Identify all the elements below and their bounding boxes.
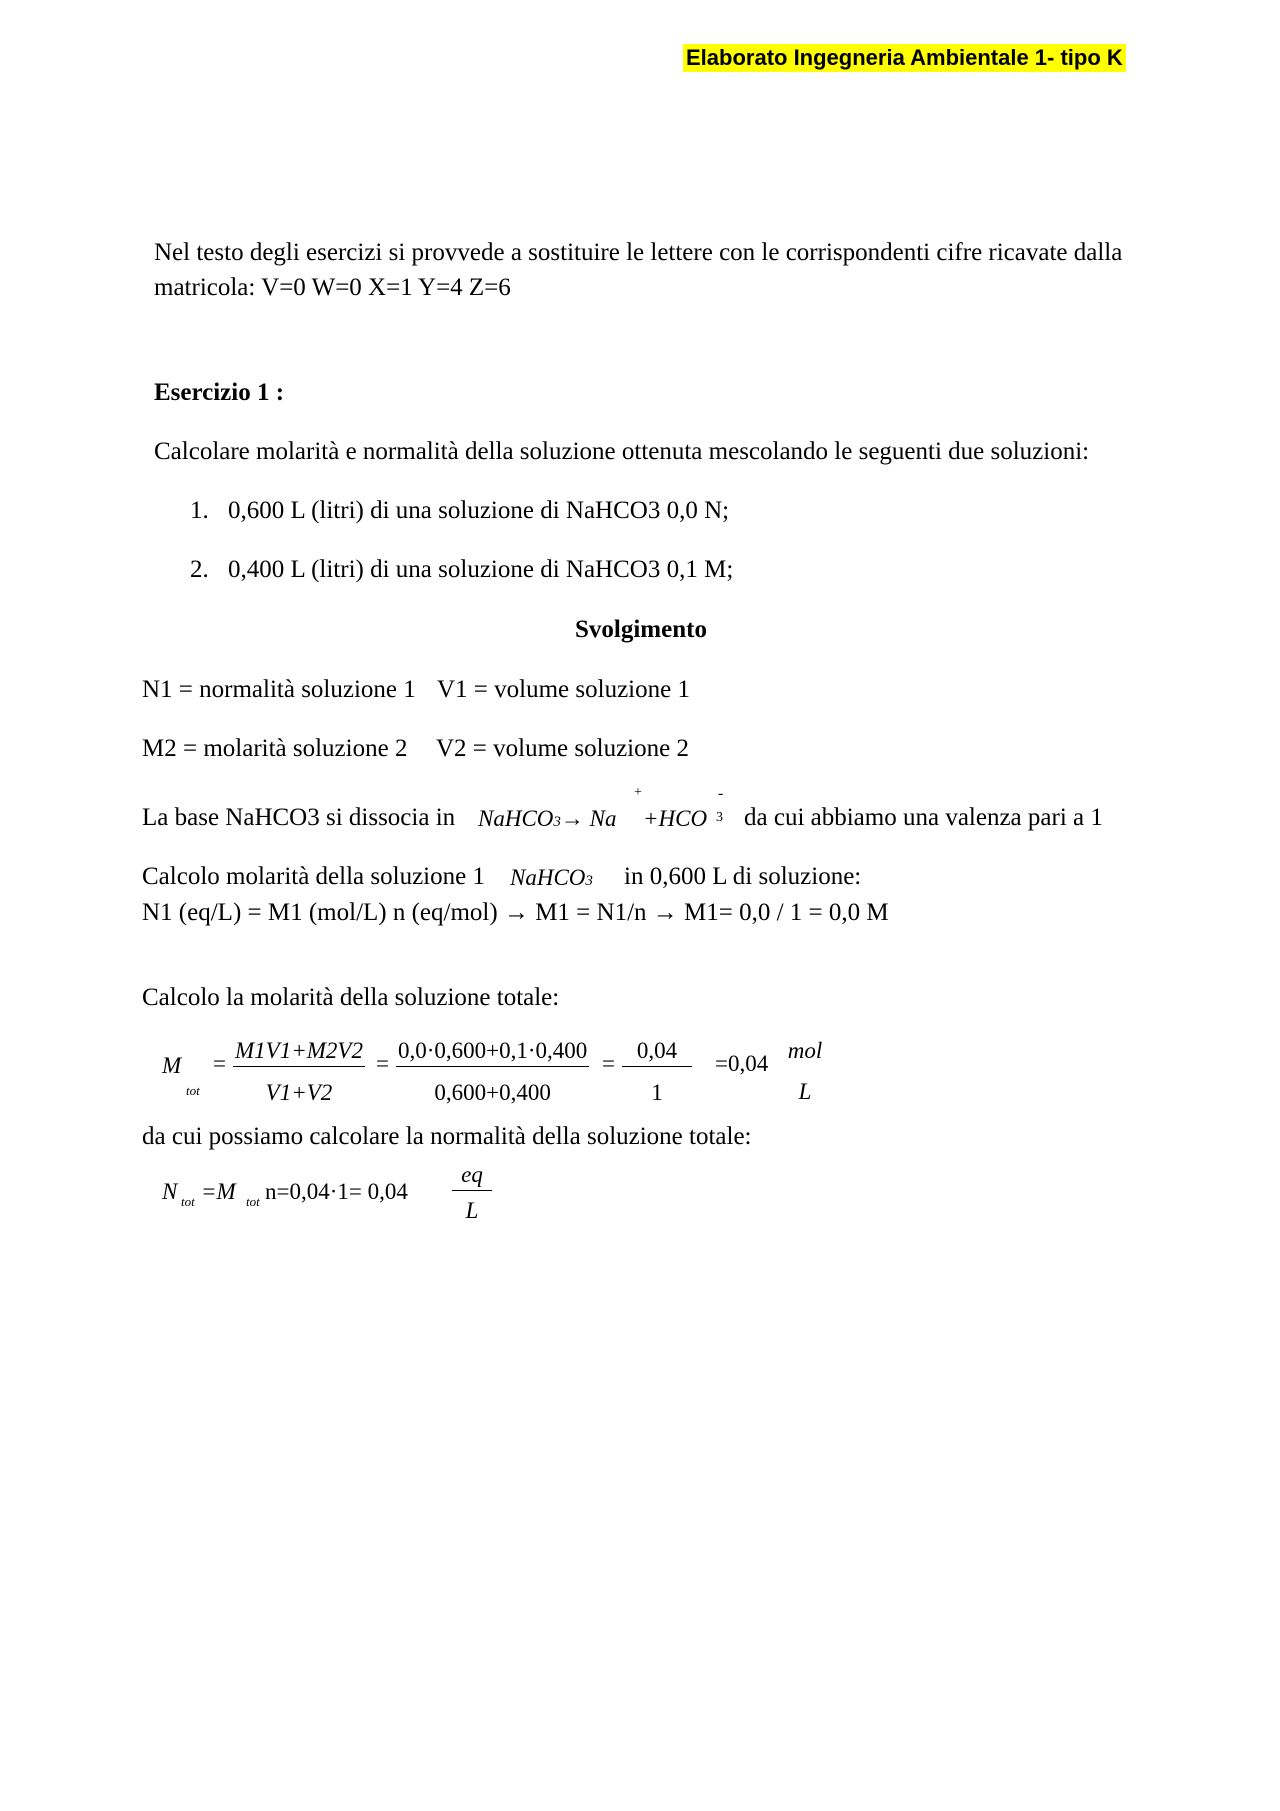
fraction-denominator: V1+V2: [265, 1080, 333, 1105]
normality-intro: da cui possiamo calcolare la normalità della soluzione totale:: [142, 1123, 752, 1150]
fraction-formula: [233, 1037, 365, 1107]
n-tot-subscript: tot: [181, 1194, 195, 1209]
fraction-values: [396, 1037, 589, 1107]
unit-fraction: [782, 1037, 828, 1106]
m-tot-subscript: tot: [186, 1083, 200, 1098]
definition-v2: V2 = volume soluzione 2: [436, 735, 689, 762]
normality-result: n=0,04·1= 0,04: [265, 1179, 408, 1204]
definition-v1: V1 = volume soluzione 1: [437, 676, 690, 703]
solution-title: Svolgimento: [575, 616, 707, 643]
fraction-reduced: [622, 1037, 692, 1107]
unit-numerator: mol: [787, 1038, 823, 1063]
definition-m2: M2 = molarità soluzione 2: [142, 735, 408, 762]
calc1-volume: in 0,600 L di soluzione:: [624, 863, 862, 890]
fraction-denominator: 0,600+0,400: [434, 1080, 551, 1105]
unit-denominator: L: [798, 1079, 812, 1104]
m-tot-subscript: tot: [246, 1194, 260, 1209]
calc1-formula: [510, 864, 593, 895]
definition-n1: N1 = normalità soluzione 1: [142, 676, 416, 703]
list-item-text: 0,600 L (litri) di una soluzione di NaHCO3 0,0 N;: [228, 497, 730, 524]
m-tot-symbol: M: [162, 1053, 182, 1078]
cation: Na: [589, 806, 617, 831]
anion-subscript: 3: [716, 810, 723, 825]
formula-text: NaHCO: [510, 865, 586, 890]
cation-charge: +: [634, 785, 642, 800]
n-tot-symbol: N: [162, 1179, 178, 1204]
anion-charge: -: [718, 785, 724, 802]
result-value: =0,04: [715, 1051, 769, 1076]
calc1-intro: Calcolo molarità della soluzione 1: [142, 863, 485, 890]
intro-line-1: Nel testo degli esercizi si provvede a sostituire le lettere con le corrispondenti cifre ricavate dalla: [154, 239, 1123, 266]
m-tot-symbol: =M: [201, 1179, 236, 1204]
fraction-numerator: 0,0·0,600+0,1·0,400: [396, 1037, 589, 1067]
equals-sign: =: [213, 1051, 226, 1076]
fraction-numerator: 0,04: [622, 1037, 692, 1067]
reactant: NaHCO: [478, 806, 554, 831]
reactant-subscript: 3: [553, 814, 561, 830]
equals-sign: =: [376, 1051, 389, 1076]
list-item-number: 2.: [190, 556, 209, 583]
document-header-title: Elaborato Ingegneria Ambientale 1- tipo K: [683, 44, 1126, 72]
dissociation-equation: [478, 805, 617, 836]
calc1-formula-line: N1 (eq/L) = M1 (mol/L) n (eq/mol) → M1 = N1/n → M1= 0,0 / 1 = 0,0 M: [142, 899, 889, 926]
list-item-text: 0,400 L (litri) di una soluzione di NaHCO3 0,1 M;: [228, 556, 734, 583]
intro-line-2: matricola: V=0 W=0 X=1 Y=4 Z=6: [154, 274, 511, 301]
anion: +HCO: [643, 806, 708, 831]
dissociation-intro: La base NaHCO3 si dissocia in: [142, 804, 456, 831]
exercise-statement: Calcolare molarità e normalità della soluzione ottenuta mescolando le seguenti due soluzioni:: [154, 438, 1090, 465]
equals-sign: =: [602, 1051, 615, 1076]
formula-subscript: 3: [585, 873, 593, 889]
arrow-symbol: →: [560, 806, 584, 831]
unit-fraction: [452, 1161, 492, 1225]
fraction-denominator: 1: [651, 1080, 663, 1105]
list-item-number: 1.: [190, 497, 209, 524]
unit-denominator: L: [465, 1198, 479, 1223]
unit-numerator: eq: [452, 1161, 492, 1191]
fraction-numerator: M1V1+M2V2: [233, 1037, 365, 1067]
dissociation-conclusion: da cui abbiamo una valenza pari a 1: [744, 804, 1103, 831]
calc-total-intro: Calcolo la molarità della soluzione totale:: [142, 984, 560, 1011]
exercise-title: Esercizio 1 :: [154, 379, 285, 406]
